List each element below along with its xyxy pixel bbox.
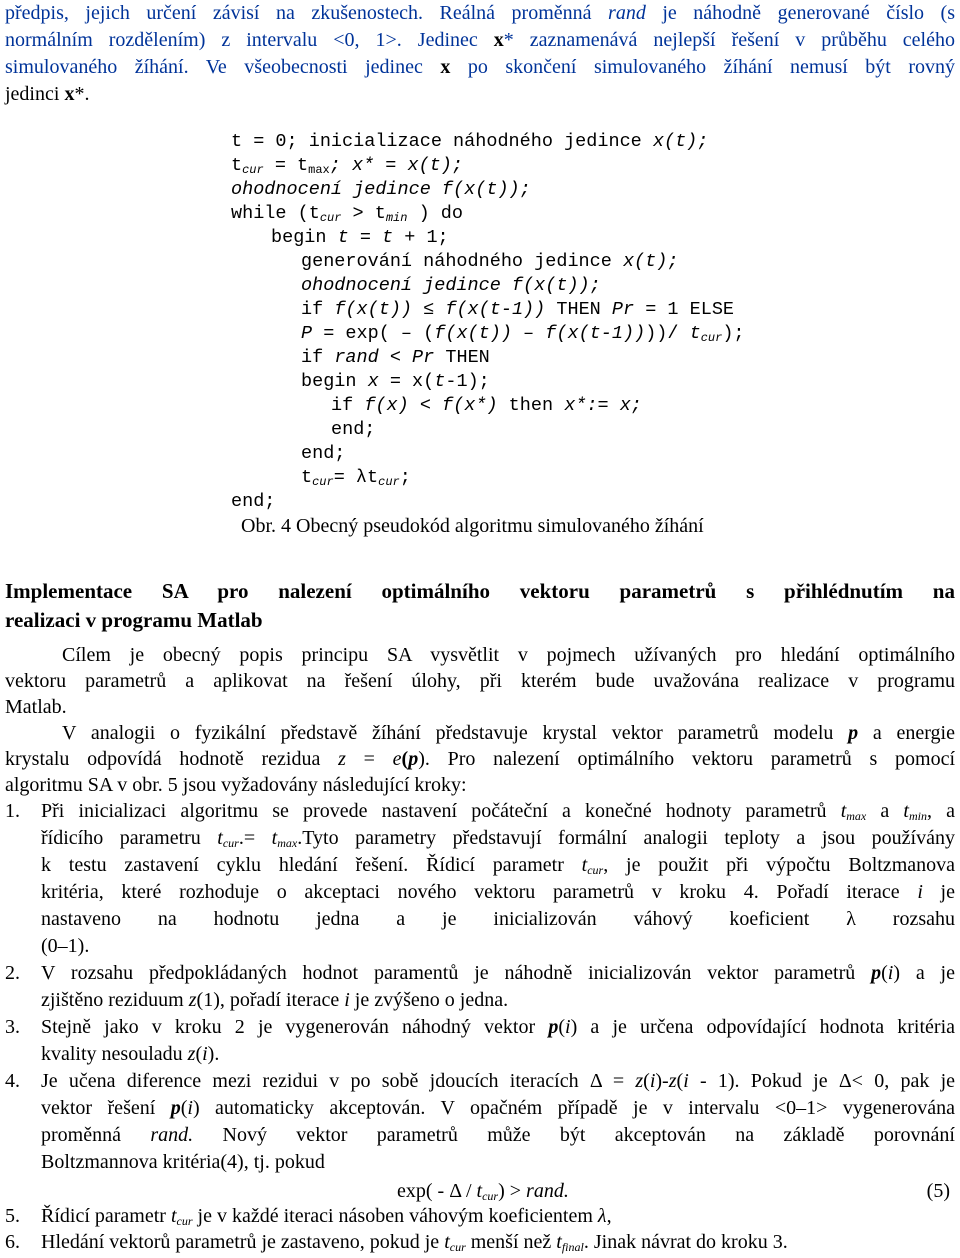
figure-caption: Obr. 4 Obecný pseudokód algoritmu simulovaného žíhání: [241, 515, 704, 537]
step-number: 4.: [5, 1070, 20, 1092]
step-number: 1.: [5, 800, 20, 822]
code-line: end;: [301, 443, 346, 464]
equation-5: exp( - Δ / $t_{cur}$) > rand.: [397, 1180, 569, 1203]
step-number: 6.: [5, 1231, 20, 1253]
code-line: if rand < Pr THEN: [301, 347, 490, 368]
step-line: nastaveno na hodnotu jedna a je inicializován váhový koeficient λ rozsahu: [41, 908, 955, 930]
body-line: V analogii o fyzikální představě žíhání představuje krystal vektor parametrů modelu p a energie: [62, 722, 955, 744]
step-line: Je učena diference mezi rezidui v po sobě jdoucích iteracích Δ = z(i)-z(i - 1). Pokud je Δ< 0, pak je: [41, 1070, 955, 1092]
code-line: end;: [331, 419, 376, 440]
code-line: begin x = x(t-1);: [301, 371, 490, 392]
body-line: vektoru parametrů a aplikovat na řešení úlohy, při kterém bude uvažována realizace v programu: [5, 670, 955, 692]
code-line: $t_{cur} = t_{max}$; x* = x(t);: [231, 155, 463, 177]
step-number: 2.: [5, 962, 20, 984]
step-line: Stejně jako v kroku 2 je vygenerován náhodný vektor p(i) a je určena odpovídající hodnota kritéria: [41, 1016, 956, 1038]
code-line: while ($t_{cur} > t_{min}$ ) do: [231, 203, 463, 225]
body-line: Cílem je obecný popis principu SA vysvětlit v pojmech užívaných pro hledání optimálního: [62, 644, 955, 666]
intro-line: normálním rozdělením) z intervalu <0, 1>. Jedinec x* zaznamenává nejlepší řešení v průběhu celého: [5, 29, 955, 51]
body-line: Matlab.: [5, 696, 67, 718]
section-heading: Implementace SA pro nalezení optimálního vektoru parametrů s přihlédnutím na: [5, 579, 955, 603]
step-line: proměnná rand. Nový vektor parametrů může být akceptován na základě porovnání: [41, 1124, 955, 1146]
body-line: krystalu odpovídá hodnotě rezidua z = e(p). Pro nalezení optimálního vektoru parametrů s pomocí: [5, 748, 955, 770]
code-line: ohodnocení jedince f(x(t));: [301, 275, 601, 296]
step-number: 3.: [5, 1016, 20, 1038]
code-line: P = exp( – (f(x(t)) – f(x(t-1))))/ $t_{cur}$);: [301, 323, 745, 345]
equation-number: (5): [926, 1180, 950, 1202]
intro-line: jedinci x*.: [5, 83, 90, 105]
step-line: (0–1).: [41, 935, 90, 957]
code-line: begin t = t + 1;: [271, 227, 449, 248]
code-line: ohodnocení jedince f(x(t));: [231, 179, 531, 200]
step-number: 5.: [5, 1205, 20, 1227]
step-line: k testu zastavení cyklu hledání řešení. Řídicí parametr $t_{cur}$, je použit při výpočtu Boltzmanova: [41, 854, 955, 877]
step-line: zjištěno reziduum z(1), pořadí iterace i je zvýšeno o jedna.: [41, 989, 509, 1011]
code-line: if f(x(t)) ≤ f(x(t-1)) THEN Pr = 1 ELSE: [301, 299, 735, 320]
step-line: V rozsahu předpokládaných hodnot paramentů je náhodně inicializován vektor parametrů p(i) a je: [41, 962, 955, 984]
body-line: algoritmu SA v obr. 5 jsou vyžadovány následující kroky:: [5, 774, 467, 796]
step-line: Řídicí parametr $t_{cur}$ je v každé iteraci násoben váhovým koeficientem λ,: [41, 1205, 612, 1228]
step-line: vektor řešení p(i) automaticky akceptován. V opačném případě je v intervalu <0–1> vygenerována: [41, 1097, 955, 1119]
code-line: end;: [231, 491, 276, 512]
step-line: kritéria, které rozhoduje o akceptaci nového vektoru parametrů v kroku 4. Pořadí iterace i je: [41, 881, 955, 903]
step-line: kvality nesouladu z(i).: [41, 1043, 220, 1065]
code-line: generování náhodného jedince x(t);: [301, 251, 679, 272]
code-line: if f(x) < f(x*) then x*:= x;: [331, 395, 642, 416]
intro-line: simulovaného žíhání. Ve všeobecnosti jedinec x po skončení simulovaného žíhání nemusí být rovný: [5, 56, 955, 78]
code-line: t = 0; inicializace náhodného jedince x(t);: [231, 131, 709, 152]
code-line: $t_{cur}= \lambda t_{cur}$;: [301, 467, 411, 489]
step-line: Boltzmannova kritéria(4), tj. pokud: [41, 1151, 325, 1173]
step-line: řídicího parametru $t_{cur}.=$ $t_{max}.Tyto$ parametry představují formální analogii teploty a jsou používány: [41, 827, 955, 850]
section-heading-line2: realizaci v programu Matlab: [5, 608, 263, 632]
intro-line: předpis, jejich určení závisí na zkušenostech. Reálná proměnná rand je náhodně generované číslo (s: [5, 2, 955, 24]
step-line: Při inicializaci algoritmu se provede nastavení počáteční a konečné hodnoty parametrů $t_{max}$ a $t_{min}$, a: [41, 800, 955, 823]
step-line: Hledání vektorů parametrů je zastaveno, pokud je $t_{cur}$ menší než $t_{final}$. Jinak návrat do kroku 3.: [41, 1231, 788, 1254]
